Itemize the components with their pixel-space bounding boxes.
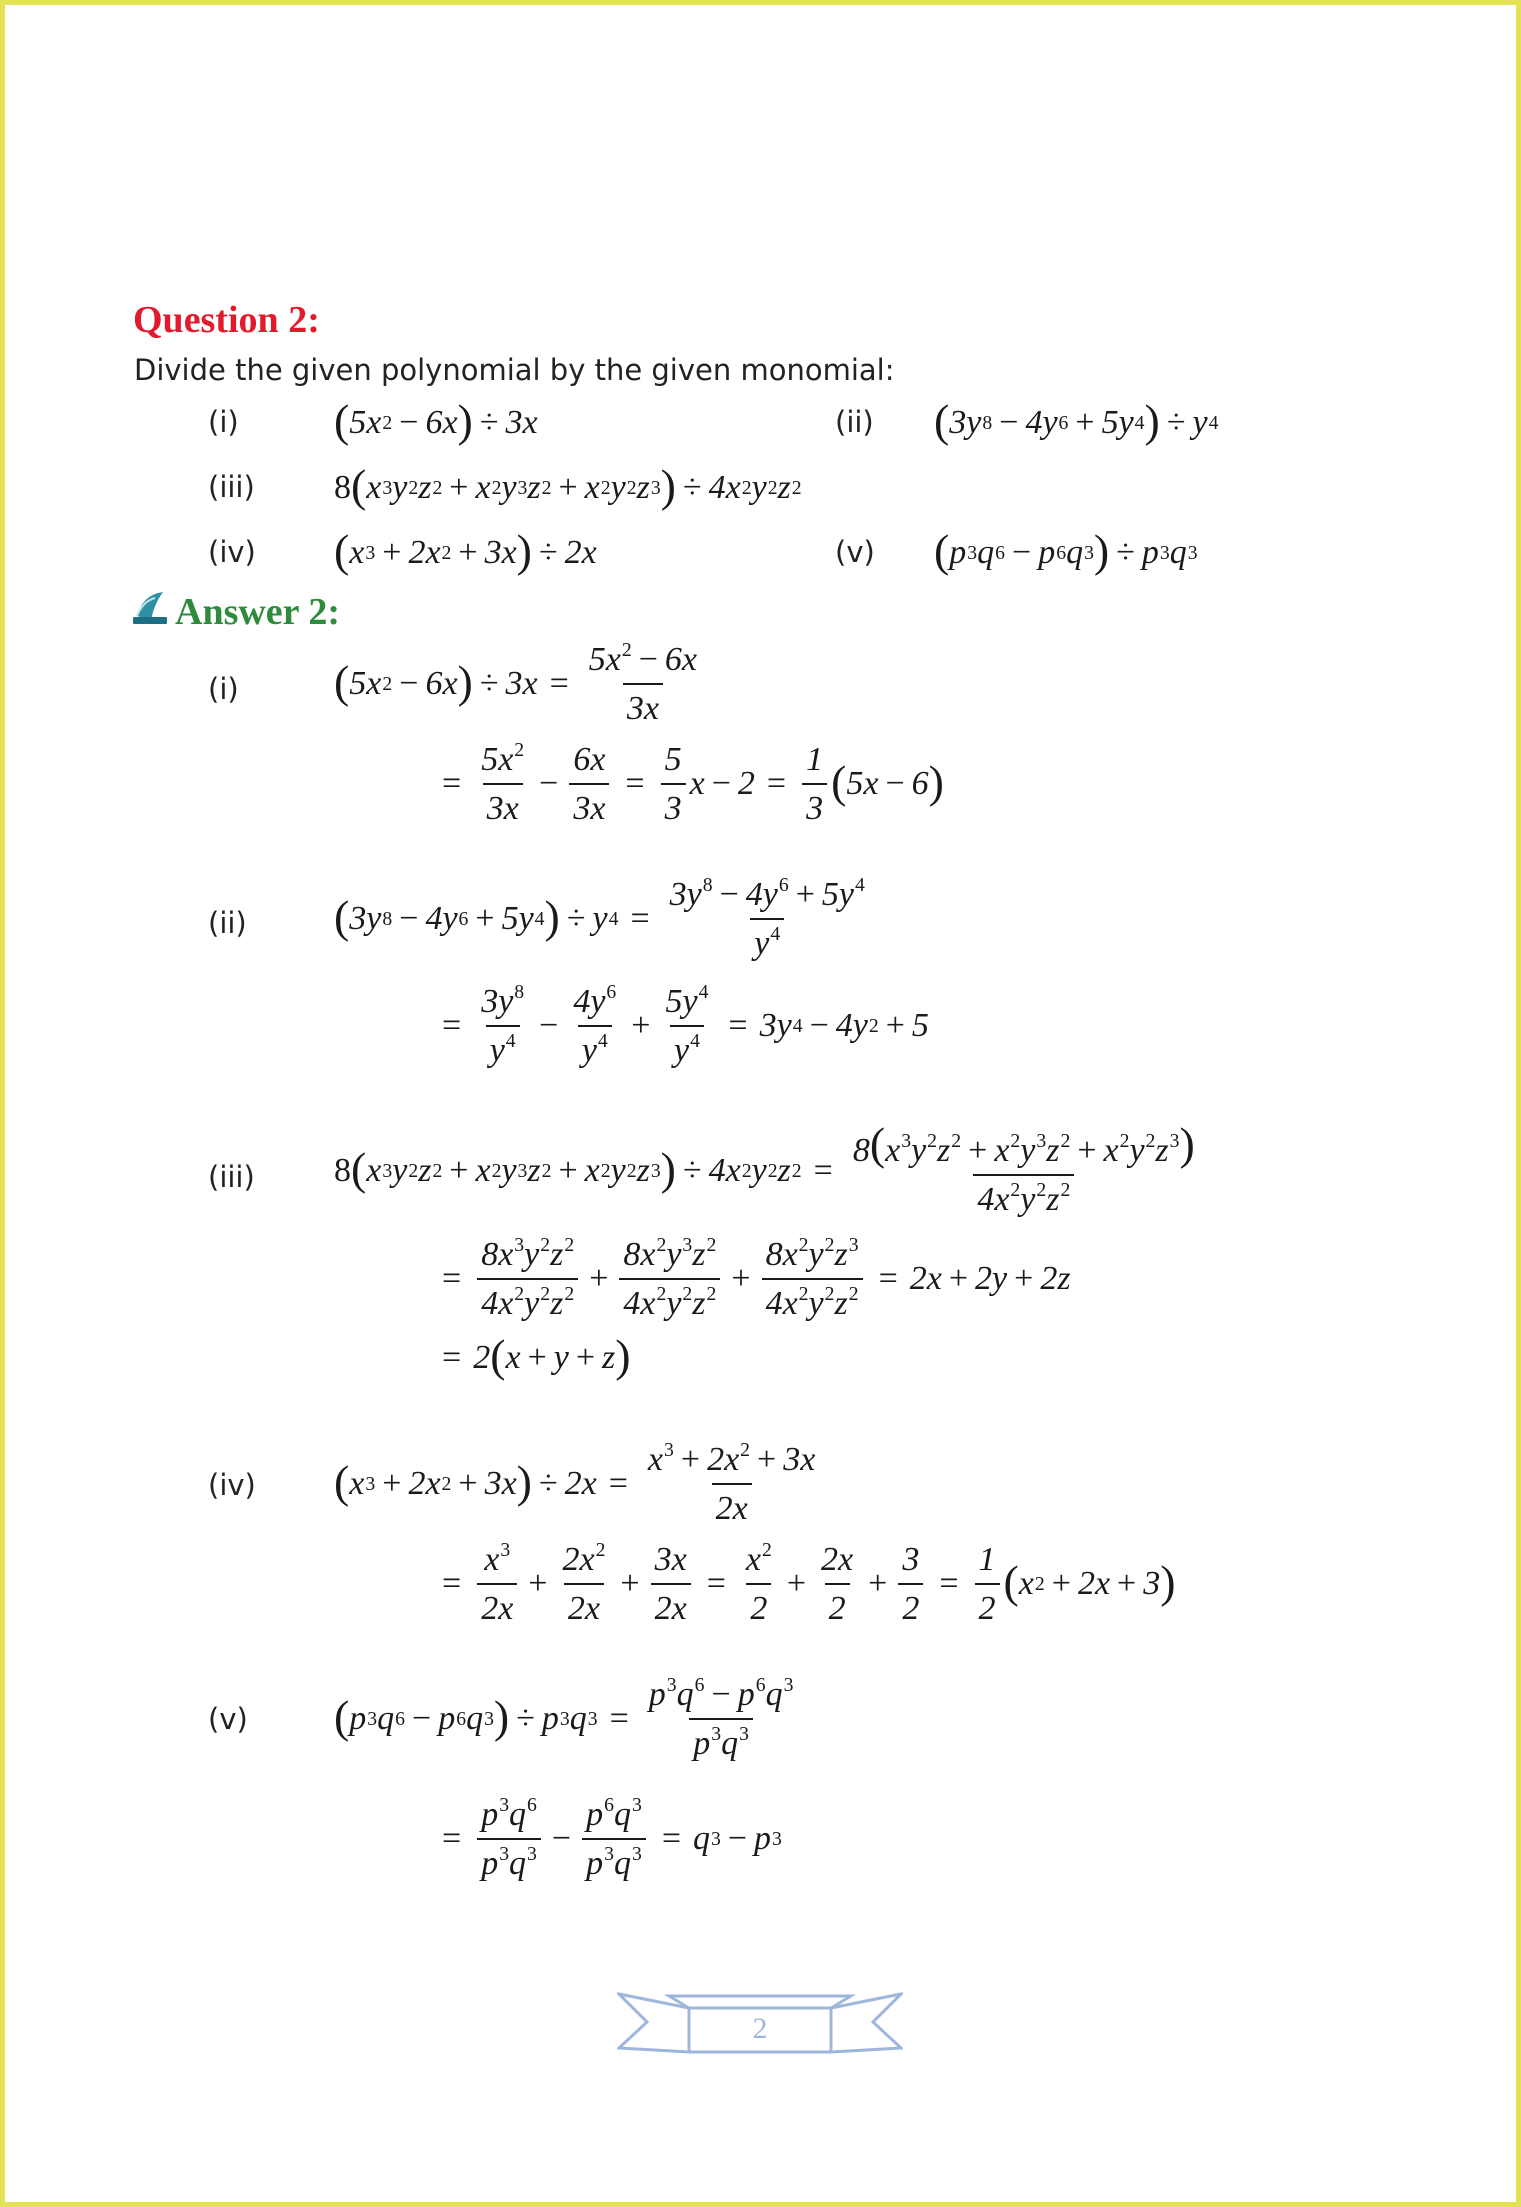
question-label-ii: (ii): [835, 405, 874, 439]
question-label-i: (i): [208, 405, 239, 439]
question-instruction: Divide the given polynomial by the given monomial:: [134, 353, 895, 387]
question-label-v: (v): [835, 535, 875, 569]
page-number: 2: [752, 2012, 768, 2045]
answer-iii-step-2: = $\frac{8x^3y^2z^2}{4x^2y^2z^2}$ + $\frac{8x^2y^3z^2}{4x^2y^2z^2}$ + $\frac{8x^2y^2z^3}{4x^2y^2z^2}$ = 2 x + 2 y + 2 z: [442, 1233, 1071, 1323]
question-expression-v: ( p 3 q 6 − p 6 q 3 ) ÷ p 3 q 3: [934, 525, 1198, 576]
answer-iv-step-2: = $\frac{x^3}{2x}$ + $\frac{2x^2}{2x}$ + $\frac{3x}{2x}$ = $\frac{x^2}{2}$ + $\frac{2x}{2}$ + $\frac{3}{2}$ = $\frac{1}{2}$ ( x 2 + 2 x + 3 ): [442, 1538, 1176, 1628]
question-expression-iii: 8 ( x 3 y 2 z 2 + x 2 y 3 z 2 + x 2 y 2 z 3 ) ÷ 4 x 2 y 2 z 2: [334, 460, 802, 511]
answer-heading: Answer 2:: [175, 591, 341, 633]
answer-label-i: (i): [208, 672, 239, 706]
answer-iv-step-1: ( x 3 + 2 x 2 + 3 x ) ÷ 2 x = $\frac{x^3 + 2x^2 + 3x}{2x}$: [334, 1438, 816, 1528]
answer-label-iii: (iii): [208, 1160, 255, 1194]
answer-i-step-2: = $\frac{5x^2}{3x}$ − $\frac{6x}{3x}$ = $\frac{5}{3}$ x − 2 = $\frac{1}{3}$ ( 5 x − 6 ): [442, 738, 944, 828]
answer-iii-step-1: 8 ( x 3 y 2 z 2 + x 2 y 3 z 2 + x 2 y 2 z 3 ) ÷ 4 x 2 y 2 z 2 = $\frac{8(x^3y^2z^2 + x^2y^3z^2 + x^2y^2z^3)}{4x^2y^2z^2}$: [334, 1118, 1195, 1219]
answer-label-v: (v): [208, 1702, 248, 1736]
question-expression-i: ( 5 x 2 − 6 x ) ÷ 3 x: [334, 395, 538, 446]
answer-i-step-1: ( 5 x 2 − 6 x ) ÷ 3 x = $\frac{5x^2 - 6x}{3x}$: [334, 638, 698, 728]
question-expression-iv: ( x 3 + 2 x 2 + 3 x ) ÷ 2 x: [334, 525, 597, 576]
question-label-iv: (iv): [208, 535, 256, 569]
answer-label-ii: (ii): [208, 906, 247, 940]
page-number-ribbon: [617, 1990, 903, 2070]
answer-v-step-2: = $\frac{p^3q^6}{p^3q^3}$ − $\frac{p^6q^3}{p^3q^3}$ = q 3 − p 3: [442, 1793, 782, 1883]
answer-ii-step-2: = $\frac{3y^8}{y^4}$ − $\frac{4y^6}{y^4}$ + $\frac{5y^4}{y^4}$ = 3 y 4 − 4 y 2 + 5: [442, 980, 929, 1070]
question-label-iii: (iii): [208, 470, 255, 504]
question-heading: Question 2:: [133, 299, 320, 341]
question-expression-ii: ( 3 y 8 − 4 y 6 + 5 y 4 ) ÷ y 4: [934, 395, 1219, 446]
answer-iii-step-3: = 2 ( x + y + z ): [442, 1330, 631, 1381]
answer-v-step-1: ( p 3 q 6 − p 6 q 3 ) ÷ p 3 q 3 = $\frac{p^3q^6 - p^6q^3}{p^3q^3}$: [334, 1673, 794, 1763]
book-icon: [131, 590, 169, 626]
answer-label-iv: (iv): [208, 1468, 256, 1502]
answer-ii-step-1: ( 3 y 8 − 4 y 6 + 5 y 4 ) ÷ y 4 = $\frac{3y^8 - 4y^6 + 5y^4}{y^4}$: [334, 873, 865, 963]
